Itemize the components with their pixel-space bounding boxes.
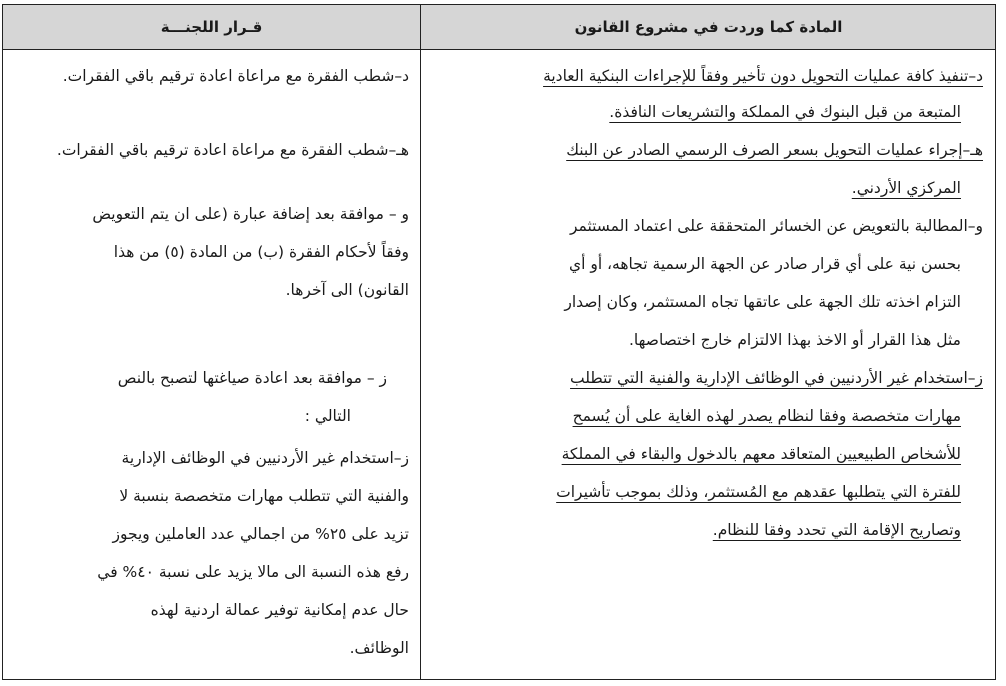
decision-para-z-text-line-6: الوظائف.	[349, 639, 409, 657]
law-para-z-line-4: للفترة التي يتطلبها عقدهم مع المُستثمر، وذلك بموجب تأشيرات	[556, 483, 961, 501]
decision-para-w-line-3: القانون) الى آخرها.	[285, 281, 409, 299]
law-para-w-line-3: التزام اخذته تلك الجهة على عاتقها تجاه المستثمر، وكان إصدار	[564, 293, 961, 311]
law-para-z-line-3: للأشخاص الطبيعيين المتعاقد معهم بالدخول والبقاء في المملكة	[561, 445, 961, 463]
decision-para-w-line-2: وفقاً لأحكام الفقرة (ب) من المادة (٥) من هذا	[113, 243, 409, 261]
decision-para-h: هـ–شطب الفقرة مع مراعاة اعادة ترقيم باقي الفقرات.	[56, 141, 409, 159]
decision-para-z-intro-line-1: ز – موافقة بعد اعادة صياغتها لتصبح بالنص	[117, 369, 387, 387]
column-divider	[420, 49, 421, 679]
table-header-row	[3, 5, 995, 50]
decision-para-z-text-line-2: والفنية التي تتطلب مهارات متخصصة بنسبة لا	[119, 487, 409, 505]
decision-para-z-text-line-4: رفع هذه النسبة الى مالا يزيد على نسبة ٤٠% في	[97, 563, 409, 581]
law-para-w-line-2: بحسن نية على أي قرار صادر عن الجهة الرسمية تجاهه، أو أي	[568, 255, 961, 273]
header-law-article: المادة كما وردت في مشروع القانون	[574, 18, 843, 36]
header-committee-decision: قـرار اللجنـــة	[3, 5, 421, 49]
law-para-w-line-1: و–المطالبة بالتعويض عن الخسائر المتحققة على اعتماد المستثمر	[569, 217, 983, 235]
decision-para-z-text-line-1: ز–استخدام غير الأردنيين في الوظائف الإدارية	[121, 449, 409, 467]
decision-para-z-intro-line-2: التالي :	[304, 407, 351, 425]
decision-para-d: د–شطب الفقرة مع مراعاة اعادة ترقيم باقي الفقرات.	[62, 67, 409, 85]
decision-para-w-line-1: و – موافقة بعد إضافة عبارة (على ان يتم التعويض	[92, 205, 409, 223]
decision-para-z-text-line-5: حال عدم إمكانية توفير عمالة اردنية لهذه	[150, 601, 409, 619]
law-para-z-line-1: ز–استخدام غير الأردنيين في الوظائف الإدارية والفنية التي تتطلب	[570, 369, 983, 387]
law-para-z-line-2: مهارات متخصصة وفقا لنظام يصدر لهذه الغاية على أن يُسمح	[572, 407, 961, 425]
law-para-d-line-1: د–تنفيذ كافة عمليات التحويل دون تأخير وفقاً للإجراءات البنكية العادية	[543, 67, 983, 85]
law-para-w-line-4: مثل هذا القرار أو الاخذ بهذا الالتزام خارج اختصاصها.	[628, 331, 961, 349]
law-para-h-line-2: المركزي الأردني.	[851, 179, 961, 197]
amendments-table	[2, 4, 996, 680]
law-para-h-line-1: هـ–إجراء عمليات التحويل بسعر الصرف الرسمي الصادر عن البنك	[566, 141, 983, 159]
law-para-z-line-5: وتصاريح الإقامة التي تحدد وفقا للنظام.	[712, 521, 961, 539]
decision-para-z-text-line-3: تزيد على ٢٥% من اجمالي عدد العاملين ويجوز	[112, 525, 409, 543]
law-para-d-line-2: المتبعة من قبل البنوك في المملكة والتشريعات النافذة.	[609, 103, 961, 121]
